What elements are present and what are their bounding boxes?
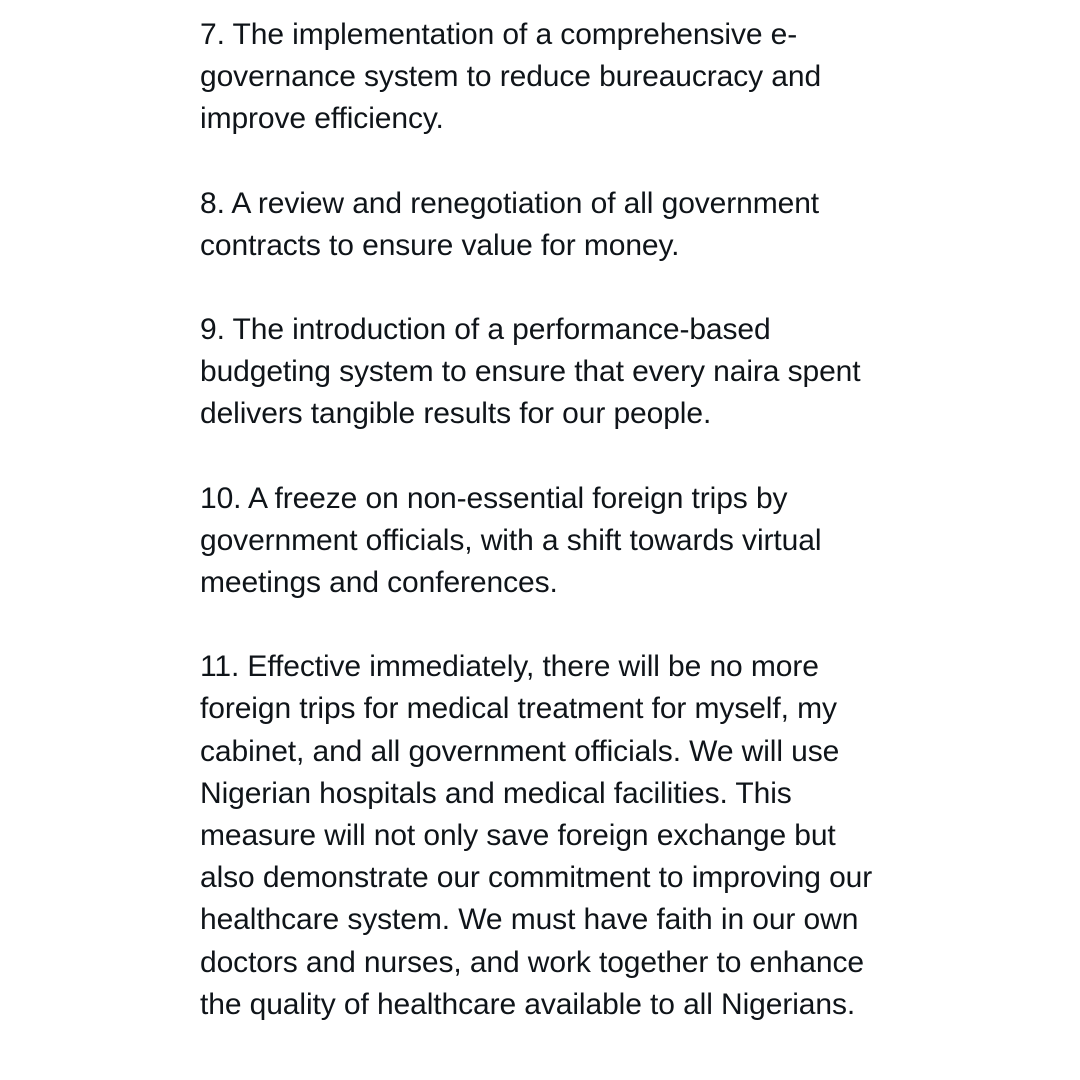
post-text-body	[200, 14, 890, 1026]
list-item-8: 8. A review and renegotiation of all government contracts to ensure value for money.	[200, 186, 820, 262]
list-item-10: 10. A freeze on non-essential foreign trips by government officials, with a shift towards virtual meetings and conferences.	[200, 481, 822, 600]
list-item-7: 7. The implementation of a comprehensive e-governance system to reduce bureaucracy and improve efficiency.	[200, 18, 822, 136]
list-item-11: 11. Effective immediately, there will be no more foreign trips for medical treatment for myself, my cabinet, and all government officials. We will use Nigerian hospitals and medical facilities. This measure will not only save foreign exchange but also demonstrate our commitment to improving our healthcare system. We must have faith in our own doctors and nurses, and work together to enhance the quality of healthcare available to all Nigerians.	[200, 650, 873, 1021]
list-item-9: 9. The introduction of a performance-based budgeting system to ensure that every naira spent delivers tangible results for our people.	[200, 313, 861, 431]
